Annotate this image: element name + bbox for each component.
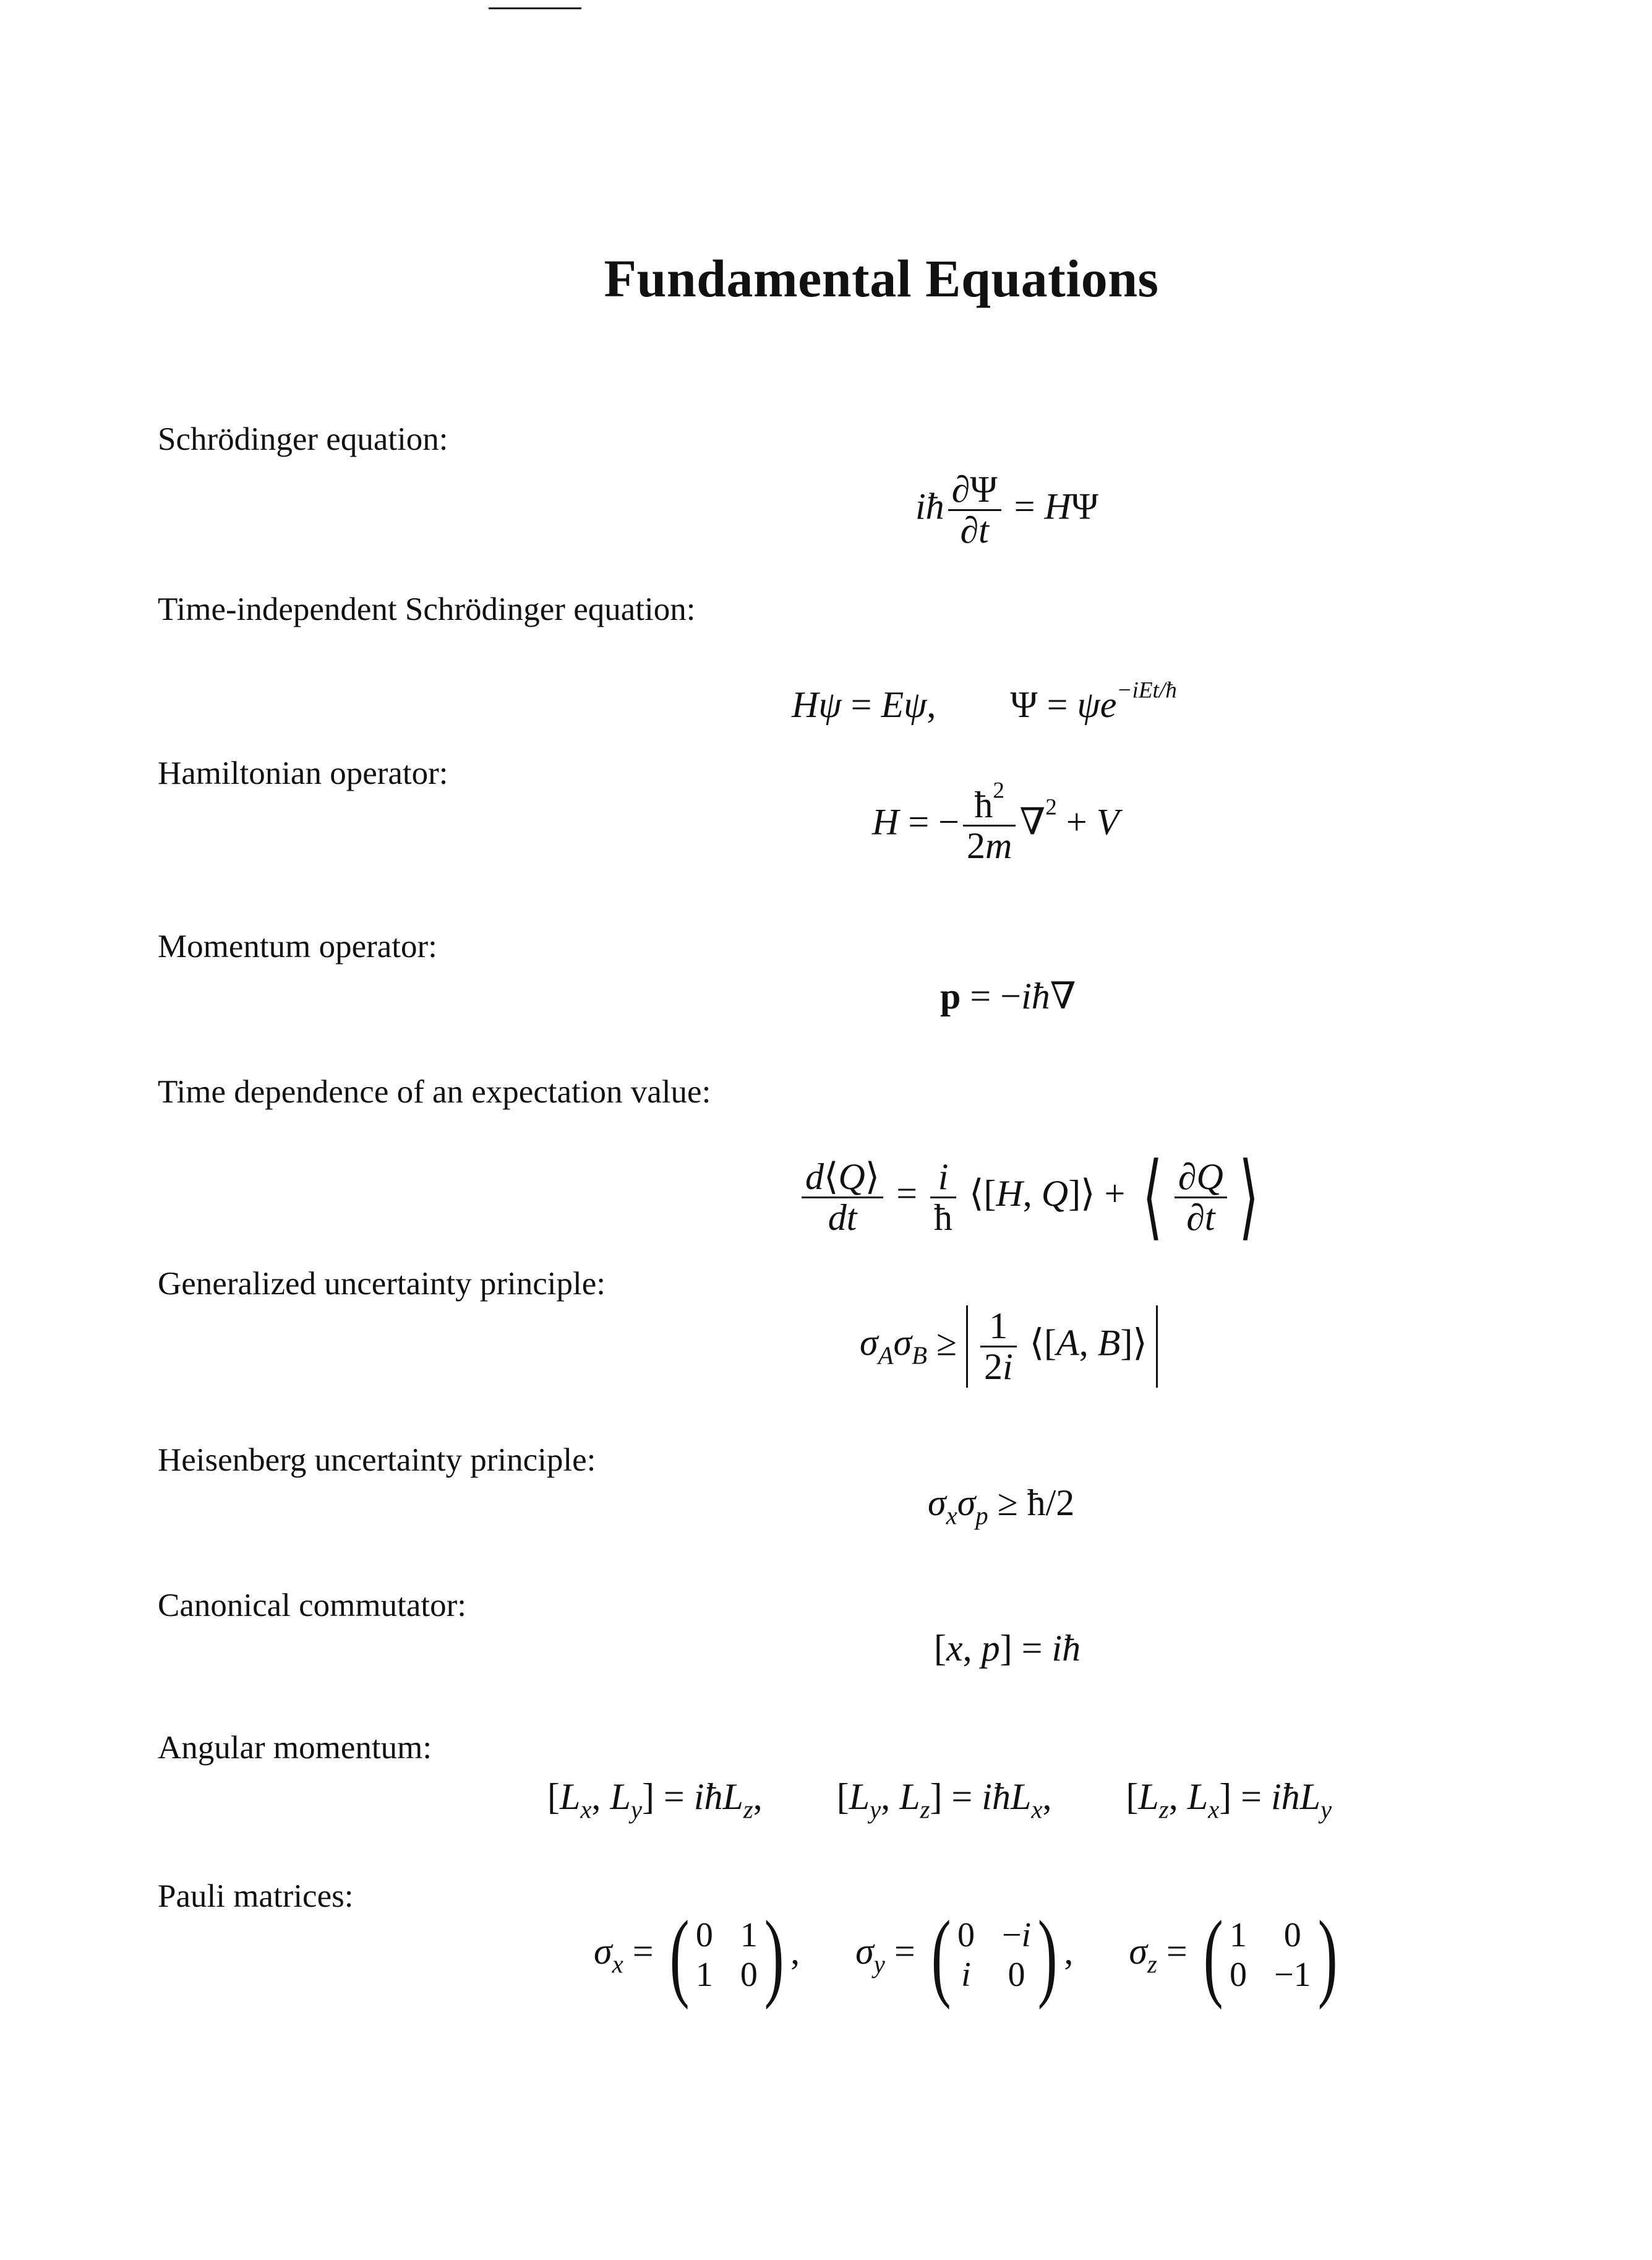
equation-expectation: $\frac{d⟨Q⟩}{dt}$ = $\frac{i}{ħ}$ ⟨[H, Q]⟩ + ⟨ $\frac{\partial Q}{\partial t}$ ⟩ [798,1151,1267,1244]
label-time-independent: Time-independent Schrödinger equation: [158,591,696,627]
equation-pauli-matrices: $\sigma_x$ = ( 0 1 1 0 ) , $\sigma_y$ = ( 0 −i i 0 ) , $\sigma_z$ = ( 1 0 0 −1 ) [594,1900,1338,2010]
label-canonical-commutator: Canonical commutator: [158,1588,466,1623]
label-angular-momentum: Angular momentum: [158,1730,432,1766]
equation-schrodinger: iħ $\frac{\partial\Psi}{\partial t}$ = HΨ [915,469,1099,551]
equation-heisenberg: $\sigma_x\sigma_p$ ≥ ħ/2 [928,1482,1075,1530]
label-schrodinger: Schrödinger equation: [158,421,448,457]
label-generalized-uncertainty: Generalized uncertainty principle: [158,1266,606,1302]
label-momentum: Momentum operator: [158,929,437,965]
equation-time-independent: Hψ = Eψ, $\Psi = \psi e^{-iEt/ħ}$ [792,677,1177,725]
equation-canonical-commutator: [x, p] = iħ [934,1628,1081,1669]
header-rule [489,7,581,9]
page-title: Fundamental Equations [604,249,1159,308]
label-expectation: Time dependence of an expectation value: [158,1074,711,1110]
equation-generalized-uncertainty: $\sigma_A\sigma_B$ ≥ $\frac{1}{2i}$ ⟨[A, B]⟩ [860,1305,1158,1388]
label-pauli-matrices: Pauli matrices: [158,1878,354,1914]
equation-hamiltonian: H = − $\frac{ħ^2}{2m}$ ∇$^2$ + V [872,778,1119,866]
equation-angular-momentum: [$L_x$, $L_y$] = iħL$_z$, [$L_y$, $L_z$] = iħL$_x$, [$L_z$, $L_x$] = iħL$_y$ [547,1776,1332,1824]
equation-momentum: p = −iħ∇ [940,976,1076,1016]
label-hamiltonian: Hamiltonian operator: [158,755,448,791]
label-heisenberg: Heisenberg uncertainty principle: [158,1442,596,1478]
